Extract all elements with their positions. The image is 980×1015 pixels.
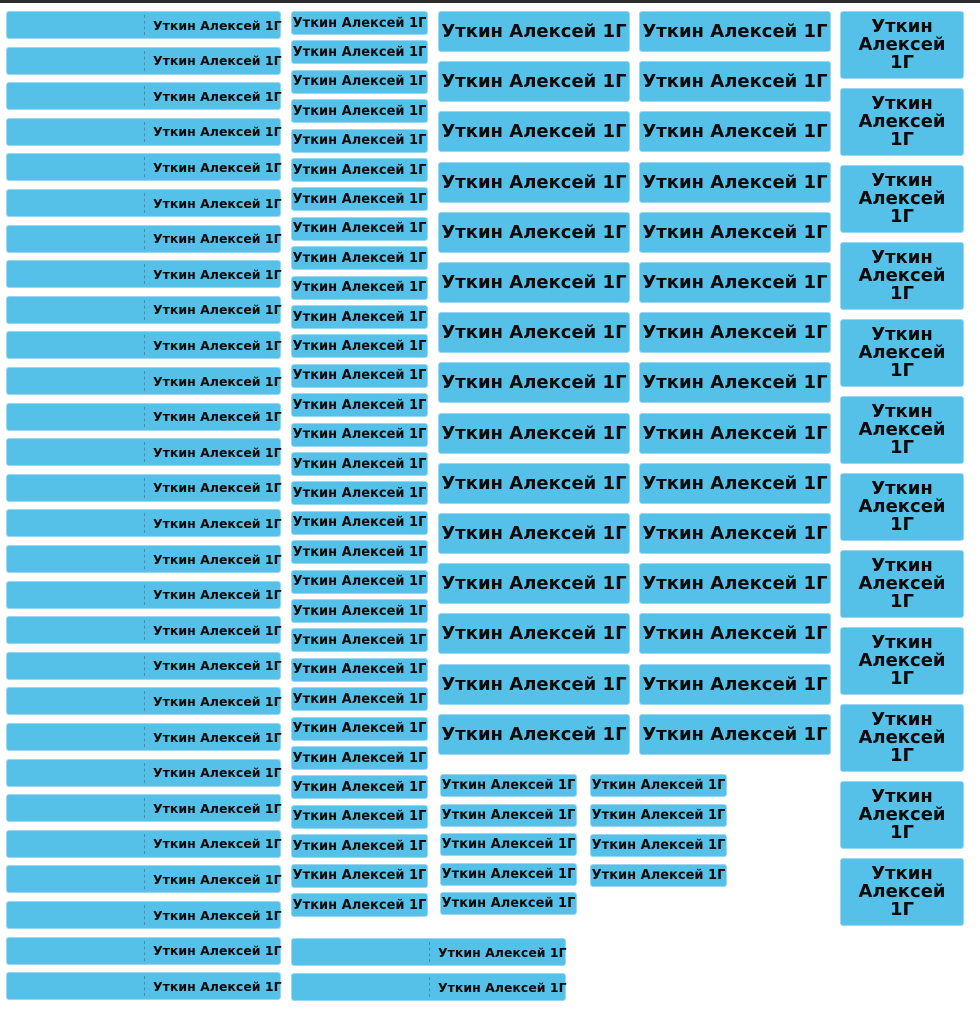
- name-label-wide: [6, 794, 281, 822]
- label-text: Уткин Алексей 1Г: [858, 709, 946, 766]
- name-label-wide: [6, 616, 281, 644]
- name-label: [291, 834, 428, 858]
- name-label: [438, 61, 630, 102]
- name-label: [438, 362, 630, 403]
- label-text: Уткин Алексей 1Г: [438, 944, 567, 960]
- cut-line: [144, 763, 145, 783]
- label-text: Уткин Алексей 1Г: [153, 337, 282, 353]
- label-text: Уткин Алексей 1Г: [858, 324, 946, 381]
- label-text: Уткин Алексей 1Г: [858, 93, 946, 150]
- label-text: Уткин Алексей 1Г: [292, 809, 427, 825]
- name-label: [291, 158, 428, 182]
- label-text: Уткин Алексей 1Г: [858, 632, 946, 689]
- name-label: [291, 99, 428, 123]
- cut-line: [144, 300, 145, 320]
- label-text: Уткин Алексей 1Г: [642, 171, 828, 193]
- name-label: [438, 613, 630, 654]
- label-text: Уткин Алексей 1Г: [292, 338, 427, 354]
- name-label-wide: [6, 296, 281, 324]
- label-text: Уткин Алексей 1Г: [858, 247, 946, 304]
- cut-line: [144, 86, 145, 106]
- name-label-wide: [6, 118, 281, 146]
- label-text: Уткин Алексей 1Г: [292, 662, 427, 678]
- label-text: Уткин Алексей 1Г: [292, 280, 427, 296]
- label-text: Уткин Алексей 1Г: [292, 309, 427, 325]
- name-label: [291, 246, 428, 270]
- label-text: Уткин Алексей 1Г: [292, 632, 427, 648]
- cut-line: [144, 585, 145, 605]
- cut-line: [144, 727, 145, 747]
- cut-line: [429, 942, 430, 962]
- label-text: Уткин Алексей 1Г: [153, 515, 282, 531]
- label-text: Уткин Алексей 1Г: [591, 778, 726, 793]
- name-label: [840, 11, 964, 79]
- name-label: [840, 165, 964, 233]
- name-label: [291, 775, 428, 799]
- name-label: [639, 362, 831, 403]
- name-label-wide: [6, 687, 281, 715]
- cut-line: [144, 656, 145, 676]
- label-text: Уткин Алексей 1Г: [642, 372, 828, 394]
- label-text: Уткин Алексей 1Г: [642, 322, 828, 344]
- cut-line: [144, 478, 145, 498]
- label-text: Уткин Алексей 1Г: [642, 71, 828, 93]
- name-label-wide: [6, 901, 281, 929]
- name-label: [291, 717, 428, 741]
- label-text: Уткин Алексей 1Г: [292, 603, 427, 619]
- label-text: Уткин Алексей 1Г: [292, 250, 427, 266]
- label-text: Уткин Алексей 1Г: [441, 322, 627, 344]
- cut-line: [144, 620, 145, 640]
- label-text: Уткин Алексей 1Г: [441, 71, 627, 93]
- name-label: [291, 11, 428, 35]
- label-text: Уткин Алексей 1Г: [441, 896, 576, 912]
- label-text: Уткин Алексей 1Г: [441, 778, 576, 793]
- label-text: Уткин Алексей 1Г: [153, 302, 282, 318]
- label-text: Уткин Алексей 1Г: [292, 574, 427, 590]
- label-text: Уткин Алексей 1Г: [153, 53, 282, 69]
- label-text: Уткин Алексей 1Г: [153, 88, 282, 104]
- label-text: Уткин Алексей 1Г: [858, 863, 946, 920]
- name-label: [840, 473, 964, 541]
- name-label: [440, 804, 577, 827]
- name-label: [840, 550, 964, 618]
- name-label-wide: [6, 189, 281, 217]
- cut-line: [144, 407, 145, 427]
- label-text: Уткин Алексей 1Г: [642, 723, 828, 745]
- name-label-wide: [6, 438, 281, 466]
- cut-line: [144, 193, 145, 213]
- name-label: [639, 463, 831, 504]
- label-text: Уткин Алексей 1Г: [642, 673, 828, 695]
- name-label: [291, 129, 428, 153]
- name-label-wide: [6, 972, 281, 1000]
- name-label: [840, 319, 964, 387]
- name-label: [590, 834, 727, 857]
- name-label: [291, 276, 428, 300]
- name-label: [291, 746, 428, 770]
- name-label: [291, 481, 428, 505]
- name-label-wide: [6, 937, 281, 965]
- name-label: [840, 781, 964, 849]
- label-text: Уткин Алексей 1Г: [441, 272, 627, 293]
- label-text: Уткин Алексей 1Г: [292, 397, 427, 413]
- label-text: Уткин Алексей 1Г: [292, 162, 427, 178]
- name-label-wide: [291, 973, 566, 1001]
- name-label-wide: [6, 82, 281, 110]
- label-text: Уткин Алексей 1Г: [153, 658, 282, 674]
- label-text: Уткин Алексей 1Г: [292, 515, 427, 531]
- name-label: [440, 863, 577, 886]
- label-text: Уткин Алексей 1Г: [858, 401, 946, 458]
- name-label: [639, 312, 831, 353]
- label-text: Уткин Алексей 1Г: [642, 21, 828, 42]
- label-text: Уткин Алексей 1Г: [441, 221, 627, 243]
- name-label: [291, 628, 428, 652]
- label-text: Уткин Алексей 1Г: [858, 786, 946, 843]
- name-label: [639, 513, 831, 554]
- name-label: [639, 664, 831, 705]
- name-label: [438, 513, 630, 554]
- label-text: Уткин Алексей 1Г: [441, 472, 627, 494]
- name-label-wide: [6, 474, 281, 502]
- label-text: Уткин Алексей 1Г: [292, 779, 427, 795]
- label-text: Уткин Алексей 1Г: [292, 691, 427, 707]
- label-text: Уткин Алексей 1Г: [292, 221, 427, 237]
- label-text: Уткин Алексей 1Г: [153, 836, 282, 852]
- name-label: [440, 833, 577, 856]
- name-label: [291, 540, 428, 564]
- name-label: [438, 714, 630, 755]
- name-label: [291, 511, 428, 535]
- name-label: [291, 305, 428, 329]
- label-text: Уткин Алексей 1Г: [153, 800, 282, 816]
- label-text: Уткин Алексей 1Г: [153, 231, 282, 247]
- cut-line: [144, 157, 145, 177]
- label-text: Уткин Алексей 1Г: [591, 868, 726, 883]
- name-label: [840, 88, 964, 156]
- name-label: [291, 599, 428, 623]
- cut-line: [144, 798, 145, 818]
- name-label: [639, 413, 831, 454]
- label-text: Уткин Алексей 1Г: [642, 221, 828, 243]
- label-text: Уткин Алексей 1Г: [441, 171, 627, 193]
- cut-line: [144, 834, 145, 854]
- label-text: Уткин Алексей 1Г: [153, 444, 282, 460]
- label-text: Уткин Алексей 1Г: [292, 838, 427, 854]
- name-label: [291, 687, 428, 711]
- label-text: Уткин Алексей 1Г: [292, 721, 427, 737]
- name-label: [291, 70, 428, 94]
- top-border: [0, 0, 980, 3]
- label-text: Уткин Алексей 1Г: [591, 808, 726, 823]
- name-label-wide: [6, 11, 281, 39]
- name-label-wide: [6, 509, 281, 537]
- name-label: [291, 452, 428, 476]
- cut-line: [144, 335, 145, 355]
- name-label: [639, 111, 831, 152]
- name-label: [440, 774, 577, 797]
- name-label: [639, 61, 831, 102]
- label-text: Уткин Алексей 1Г: [153, 195, 282, 211]
- label-text: Уткин Алексей 1Г: [441, 573, 627, 595]
- name-label: [291, 40, 428, 64]
- name-label: [291, 393, 428, 417]
- label-text: Уткин Алексей 1Г: [441, 673, 627, 695]
- name-label: [291, 217, 428, 241]
- label-text: Уткин Алексей 1Г: [153, 551, 282, 567]
- label-text: Уткин Алексей 1Г: [153, 622, 282, 638]
- label-text: Уткин Алексей 1Г: [858, 16, 946, 73]
- label-text: Уткин Алексей 1Г: [642, 472, 828, 494]
- name-label-wide: [6, 545, 281, 573]
- name-label-wide: [6, 865, 281, 893]
- label-text: Уткин Алексей 1Г: [858, 170, 946, 227]
- name-label-wide: [6, 652, 281, 680]
- name-label: [291, 187, 428, 211]
- cut-line: [144, 869, 145, 889]
- label-text: Уткин Алексей 1Г: [153, 871, 282, 887]
- label-text: Уткин Алексей 1Г: [438, 979, 567, 995]
- name-label-wide: [6, 367, 281, 395]
- label-text: Уткин Алексей 1Г: [441, 723, 627, 745]
- cut-line: [144, 264, 145, 284]
- label-text: Уткин Алексей 1Г: [153, 943, 282, 959]
- name-label: [438, 413, 630, 454]
- label-text: Уткин Алексей 1Г: [441, 422, 627, 444]
- name-label-wide: [6, 403, 281, 431]
- label-text: Уткин Алексей 1Г: [642, 422, 828, 444]
- name-label-wide: [6, 331, 281, 359]
- name-label: [438, 262, 630, 303]
- label-text: Уткин Алексей 1Г: [441, 837, 576, 853]
- name-label-wide: [6, 830, 281, 858]
- label-text: Уткин Алексей 1Г: [642, 623, 828, 645]
- label-text: Уткин Алексей 1Г: [292, 868, 427, 884]
- label-text: Уткин Алексей 1Г: [642, 523, 828, 544]
- label-text: Уткин Алексей 1Г: [441, 523, 627, 544]
- label-text: Уткин Алексей 1Г: [642, 272, 828, 293]
- name-label: [590, 774, 727, 797]
- name-label-wide: [6, 759, 281, 787]
- label-text: Уткин Алексей 1Г: [153, 729, 282, 745]
- label-text: Уткин Алексей 1Г: [441, 866, 576, 882]
- label-text: Уткин Алексей 1Г: [292, 750, 427, 766]
- name-label-wide: [6, 581, 281, 609]
- name-label: [291, 334, 428, 358]
- cut-line: [144, 371, 145, 391]
- name-label: [639, 714, 831, 755]
- name-label: [438, 212, 630, 253]
- label-text: Уткин Алексей 1Г: [153, 266, 282, 282]
- name-label: [590, 804, 727, 827]
- name-label: [291, 570, 428, 594]
- name-label: [291, 864, 428, 888]
- label-text: Уткин Алексей 1Г: [153, 907, 282, 923]
- name-label: [438, 664, 630, 705]
- name-label: [840, 858, 964, 926]
- label-text: Уткин Алексей 1Г: [292, 74, 427, 90]
- cut-line: [144, 51, 145, 71]
- label-text: Уткин Алексей 1Г: [441, 372, 627, 394]
- label-text: Уткин Алексей 1Г: [591, 838, 726, 853]
- label-text: Уткин Алексей 1Г: [292, 485, 427, 501]
- cut-line: [144, 442, 145, 462]
- label-text: Уткин Алексей 1Г: [292, 544, 427, 560]
- name-label: [291, 805, 428, 829]
- name-label: [440, 892, 577, 915]
- label-text: Уткин Алексей 1Г: [153, 17, 282, 33]
- name-label: [438, 312, 630, 353]
- name-label: [639, 262, 831, 303]
- label-text: Уткин Алексей 1Г: [292, 427, 427, 443]
- cut-line: [144, 549, 145, 569]
- name-label-wide: [6, 153, 281, 181]
- label-text: Уткин Алексей 1Г: [292, 191, 427, 207]
- label-text: Уткин Алексей 1Г: [292, 133, 427, 149]
- label-text: Уткин Алексей 1Г: [441, 623, 627, 645]
- cut-line: [144, 229, 145, 249]
- label-text: Уткин Алексей 1Г: [292, 368, 427, 384]
- label-text: Уткин Алексей 1Г: [642, 121, 828, 143]
- cut-line: [144, 941, 145, 961]
- name-label: [639, 162, 831, 203]
- label-text: Уткин Алексей 1Г: [858, 555, 946, 612]
- name-label: [840, 242, 964, 310]
- cut-line: [429, 977, 430, 997]
- name-label: [438, 162, 630, 203]
- label-text: Уткин Алексей 1Г: [292, 103, 427, 119]
- name-label: [840, 627, 964, 695]
- label-text: Уткин Алексей 1Г: [153, 765, 282, 781]
- label-text: Уткин Алексей 1Г: [292, 897, 427, 913]
- label-text: Уткин Алексей 1Г: [153, 124, 282, 140]
- name-label-wide: [6, 47, 281, 75]
- name-label-wide: [291, 938, 566, 966]
- name-label: [291, 364, 428, 388]
- name-label: [438, 463, 630, 504]
- name-label: [291, 658, 428, 682]
- name-label: [840, 396, 964, 464]
- name-label: [639, 212, 831, 253]
- label-text: Уткин Алексей 1Г: [642, 573, 828, 595]
- label-text: Уткин Алексей 1Г: [292, 15, 427, 31]
- label-text: Уткин Алексей 1Г: [153, 480, 282, 496]
- label-text: Уткин Алексей 1Г: [441, 807, 576, 823]
- label-text: Уткин Алексей 1Г: [441, 21, 627, 42]
- label-text: Уткин Алексей 1Г: [441, 121, 627, 143]
- name-label: [438, 111, 630, 152]
- cut-line: [144, 976, 145, 996]
- label-text: Уткин Алексей 1Г: [153, 373, 282, 389]
- name-label: [639, 563, 831, 604]
- name-label: [840, 704, 964, 772]
- label-text: Уткин Алексей 1Г: [858, 478, 946, 535]
- name-label-wide: [6, 260, 281, 288]
- cut-line: [144, 905, 145, 925]
- name-label: [639, 613, 831, 654]
- name-label: [438, 563, 630, 604]
- name-label: [590, 864, 727, 887]
- label-text: Уткин Алексей 1Г: [153, 409, 282, 425]
- name-label: [438, 11, 630, 52]
- label-text: Уткин Алексей 1Г: [153, 978, 282, 994]
- label-text: Уткин Алексей 1Г: [292, 456, 427, 472]
- cut-line: [144, 15, 145, 35]
- label-text: Уткин Алексей 1Г: [292, 44, 427, 60]
- label-text: Уткин Алексей 1Г: [153, 693, 282, 709]
- name-label-wide: [6, 225, 281, 253]
- name-label-wide: [6, 723, 281, 751]
- name-label: [291, 423, 428, 447]
- name-label: [639, 11, 831, 52]
- label-text: Уткин Алексей 1Г: [153, 587, 282, 603]
- cut-line: [144, 122, 145, 142]
- cut-line: [144, 513, 145, 533]
- cut-line: [144, 691, 145, 711]
- label-text: Уткин Алексей 1Г: [153, 159, 282, 175]
- name-label: [291, 893, 428, 917]
